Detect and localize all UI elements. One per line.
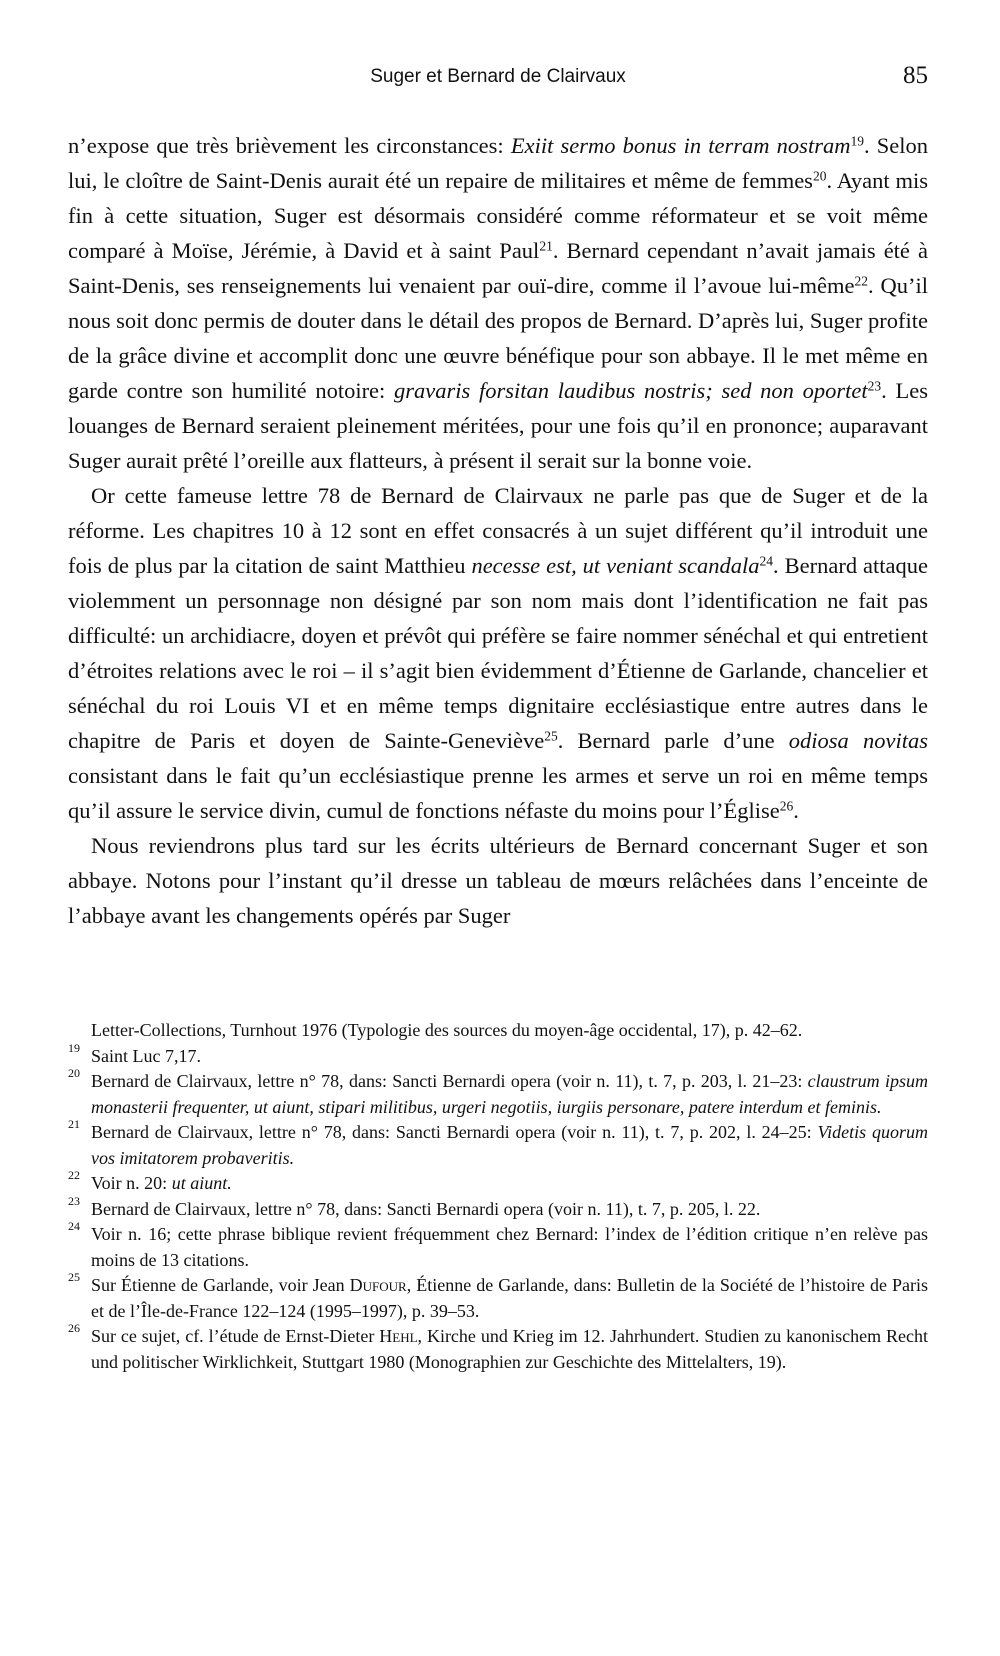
footnote-marker: 19 — [850, 133, 864, 149]
footnote — [68, 1193, 928, 1223]
paragraph — [68, 478, 928, 828]
page-number: 85 — [903, 62, 928, 89]
text-run: , Kirche und Krieg im 12. Jahrhundert. Studien zu kanonischem Recht und politischer Wirklichkeit, Stuttgart 1980 (Monographien zur Geschichte des Mittelalters, 19). — [91, 1326, 928, 1372]
footnote-marker: 22 — [854, 273, 868, 289]
text-run: . Selon lui, le cloître de Saint-Denis aurait été un repaire de militaires et même de femmes — [68, 133, 928, 193]
text-run: n’expose que très brièvement les circonstances: — [68, 133, 511, 158]
text-run: Sur ce sujet, cf. l’étude de Ernst-Dieter — [91, 1326, 380, 1346]
footnote-number: 26 — [68, 1321, 80, 1335]
footnote-marker: 25 — [544, 728, 558, 744]
footnote — [68, 1018, 928, 1044]
footnotes — [68, 1018, 928, 1375]
footnote-number: 25 — [68, 1270, 80, 1284]
text-run: , Étienne de Garlande, dans: Bulletin de la Société de l’histoire de Paris et de l’Île-de-France 122–124 (1995–1997), p. 39–53. — [91, 1275, 928, 1321]
text-run: . Les louanges de Bernard seraient pleinement méritées, pour une fois qu’il en prononce; auparavant Suger aurait prêté l’oreille aux flatteurs, à présent il serait sur la bonne voie. — [68, 378, 928, 473]
footnote-marker: 23 — [867, 378, 882, 394]
text-run: Saint Luc 7,17. — [91, 1045, 201, 1066]
footnote-number: 22 — [68, 1168, 80, 1182]
footnote — [68, 1040, 928, 1070]
footnote-number: 20 — [68, 1066, 80, 1080]
text-run: Voir n. 20: — [91, 1173, 172, 1193]
footnote — [68, 1270, 928, 1324]
text-run: . Bernard parle d’une — [557, 728, 789, 753]
page-header — [68, 62, 928, 98]
text-run: Letter-Collections, Turnhout 1976 (Typologie des sources du moyen-âge occidental, 17), p. 42–62. — [91, 1020, 803, 1040]
text-run: Bernard de Clairvaux, lettre n° 78, dans: Sancti Bernardi opera (voir n. 11), t. 7, p. 203, l. 21–23: — [91, 1071, 808, 1091]
footnote — [68, 1066, 928, 1120]
footnote-number: 23 — [68, 1193, 80, 1208]
text-run: . Ayant mis fin à cette situation, Suger est désormais considéré comme réformateur et se voit même comparé à Moïse, Jérémie, à David et à saint Paul — [68, 168, 928, 263]
footnote — [68, 1168, 928, 1197]
footnote-marker: 20 — [812, 168, 827, 184]
footnote — [68, 1321, 928, 1375]
italic-quote: ut aiunt. — [171, 1173, 232, 1193]
author-name: Hehl — [379, 1326, 418, 1346]
footnote — [68, 1219, 928, 1273]
text-run: Sur Étienne de Garlande, voir Jean — [91, 1275, 350, 1295]
running-head: Suger et Bernard de Clairvaux — [370, 66, 626, 87]
text-run: . Qu’il nous soit donc permis de douter dans le détail des propos de Bernard. D’après lui, Suger profite de la grâce divine et accomplit donc une œuvre bénéfique pour son abbaye. Il le met même en garde contre son humilité notoire: — [68, 273, 928, 403]
italic-quote: claustrum ipsum monasterii frequenter, ut aiunt, stipari militibus, urgeri negotiis, iurgiis personare, patere interdum et feminis. — [91, 1071, 928, 1117]
text-run: Bernard de Clairvaux, lettre n° 78, dans: Sancti Bernardi opera (voir n. 11), t. 7, p. 202, l. 24–25: — [91, 1122, 818, 1142]
footnote-marker: 24 — [759, 553, 774, 569]
text-run: . Bernard attaque violemment un personnage non désigné par son nom mais dont l’identification ne fait pas difficulté: un archidiacre, doyen et prévôt qui préfère se faire nommer sénéchal et qui entretient d’étroites relations avec le roi – il s’agit bien évidemment d’Étienne de Garlande, chancelier et sénéchal du roi Louis VI et en même temps dignitaire ecclésiastique entre autres dans le chapitre de Paris et doyen de Sainte-Geneviève — [68, 553, 928, 753]
text-run: Nous reviendrons plus tard sur les écrits ultérieurs de Bernard concernant Suger et son abbaye. Notons pour l’instant qu’il dresse un tableau de mœurs relâchées dans l’enceinte de l’abbaye avant les changements opérés par Suger — [68, 833, 928, 928]
italic-quote: gravaris forsitan laudibus nostris; sed non oportet — [394, 378, 868, 403]
footnote-marker: 21 — [539, 238, 553, 254]
paragraph — [68, 128, 928, 478]
footnote — [68, 1117, 928, 1171]
italic-quote: necesse est, ut veniant scandala — [471, 553, 760, 578]
text-run: . — [793, 798, 799, 823]
italic-quote: Videtis quorum vos imitatorem probaveritis. — [91, 1122, 928, 1168]
text-run: Or cette fameuse lettre 78 de Bernard de Clairvaux ne parle pas que de Suger et de la réforme. Les chapitres 10 à 12 sont en effet consacrés à un sujet différent qu’il introduit une fois de plus par la citation de saint Matthieu — [68, 483, 928, 578]
text-run: . Bernard cependant n’avait jamais été à Saint-Denis, ses renseignements lui venaient par ouï-dire, comme il l’avoue lui-même — [68, 238, 928, 298]
body-text — [68, 128, 928, 933]
author-name: Dufour — [349, 1275, 407, 1295]
text-run: consistant dans le fait qu’un ecclésiastique prenne les armes et serve un roi en même temps qu’il assure le service divin, cumul de fonctions néfaste du moins pour l’Église — [68, 763, 928, 823]
text-run: Bernard de Clairvaux, lettre n° 78, dans: Sancti Bernardi opera (voir n. 11), t. 7, p. 205, l. 22. — [91, 1198, 761, 1219]
footnote-number: 24 — [68, 1219, 80, 1233]
footnote-marker: 26 — [779, 798, 794, 814]
paragraph — [68, 828, 928, 933]
footnote-number: 21 — [68, 1117, 80, 1131]
footnote-number: 19 — [68, 1040, 80, 1055]
italic-quote: Exiit sermo bonus in terram nostram — [510, 133, 851, 158]
italic-quote: odiosa novitas — [788, 728, 928, 753]
text-run: Voir n. 16; cette phrase biblique revient fréquemment chez Bernard: l’index de l’édition critique n’en relève pas moins de 13 citations. — [91, 1224, 928, 1270]
